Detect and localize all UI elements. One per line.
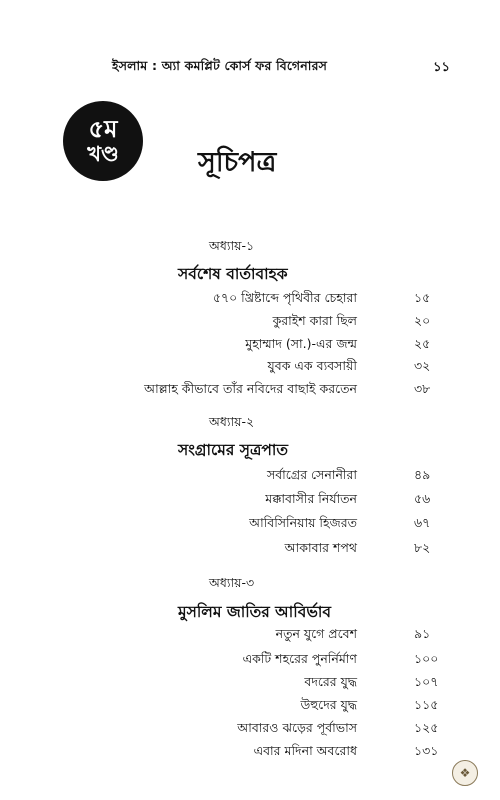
entry-page: ৩২ — [414, 358, 431, 373]
entry-page: ৩৮ — [414, 381, 431, 396]
entry-page: ১৩১ — [414, 743, 439, 758]
entry-title: যুবক এক ব্যবসায়ী — [267, 358, 357, 373]
entry-page: ১৫ — [414, 290, 431, 305]
toc-entry[interactable] — [0, 697, 500, 717]
toc-entry[interactable] — [0, 290, 500, 310]
chapter-label: অধ্যায়-১ — [209, 238, 255, 253]
entry-title: আকাবার শপথ — [284, 540, 357, 555]
running-header — [0, 58, 500, 80]
toc-entry[interactable] — [0, 336, 500, 356]
publisher-logo-icon: ❖ — [452, 760, 478, 786]
entry-title: নতুন যুগে প্রবেশ — [275, 626, 357, 641]
entry-title: কুরাইশ কারা ছিল — [272, 313, 357, 328]
entry-title: উহুদের যুদ্ধ — [300, 697, 357, 712]
toc-entry[interactable] — [0, 651, 500, 671]
toc-entry[interactable] — [0, 467, 500, 487]
entry-page: ৫৬ — [414, 491, 431, 506]
toc-entry[interactable] — [0, 674, 500, 694]
entry-title: ৫৭০ খ্রিষ্টাব্দে পৃথিবীর চেহারা — [212, 290, 357, 305]
entry-page: ৯১ — [414, 626, 431, 641]
entry-page: ৬৭ — [414, 515, 431, 530]
toc-title: সূচিপত্র — [198, 147, 277, 178]
entry-title: বদরের যুদ্ধ — [304, 674, 357, 689]
chapter-label: অধ্যায়-২ — [209, 414, 255, 429]
toc-entry[interactable] — [0, 358, 500, 378]
chapter-label: অধ্যায়-৩ — [209, 575, 255, 590]
page-number: ১১ — [433, 60, 450, 75]
entry-title: মুহাম্মাদ (সা.)-এর জন্ম — [245, 336, 357, 351]
entry-page: ৮২ — [414, 540, 431, 555]
entry-title: আল্লাহ কীভাবে তাঁর নবিদের বাছাই করতেন — [144, 381, 357, 396]
chapter-title: মুসলিম জাতির আবির্ভাব — [178, 603, 331, 621]
entry-title: এবার মদিনা অবরোধ — [253, 743, 357, 758]
entry-page: ১০৭ — [414, 674, 439, 689]
chapter-title: সংগ্রামের সূত্রপাত — [178, 441, 289, 459]
toc-entry[interactable] — [0, 515, 500, 535]
toc-entry[interactable] — [0, 540, 500, 560]
entry-title: একটি শহরের পুনর্নির্মাণ — [242, 651, 357, 666]
entry-title: আবিসিনিয়ায় হিজরত — [249, 515, 357, 530]
entry-page: ১১৫ — [414, 697, 439, 712]
book-title: ইসলাম : অ্যা কমপ্লিট কোর্স ফর বিগেনারস — [112, 58, 328, 73]
toc-entry[interactable] — [0, 491, 500, 511]
entry-page: ১০০ — [414, 651, 439, 666]
entry-title: সর্বাগ্রের সেনানীরা — [266, 467, 357, 482]
entry-page: ২০ — [414, 313, 431, 328]
entry-title: মক্কাবাসীর নির্যাতন — [265, 491, 357, 506]
entry-page: ২৫ — [414, 336, 431, 351]
entry-title: আবারও ঝড়ের পূর্বাভাস — [237, 720, 357, 735]
toc-entry[interactable] — [0, 381, 500, 401]
toc-entry[interactable] — [0, 313, 500, 333]
chapter-title: সর্বশেষ বার্তাবাহক — [178, 265, 288, 283]
toc-entry[interactable] — [0, 743, 500, 763]
toc-entry[interactable] — [0, 626, 500, 646]
entry-page: ৪৯ — [414, 467, 431, 482]
volume-number: ৫ম — [88, 115, 118, 143]
volume-word: খণ্ড — [87, 142, 119, 166]
volume-badge — [63, 101, 143, 181]
toc-entry[interactable] — [0, 720, 500, 740]
entry-page: ১২৫ — [414, 720, 439, 735]
